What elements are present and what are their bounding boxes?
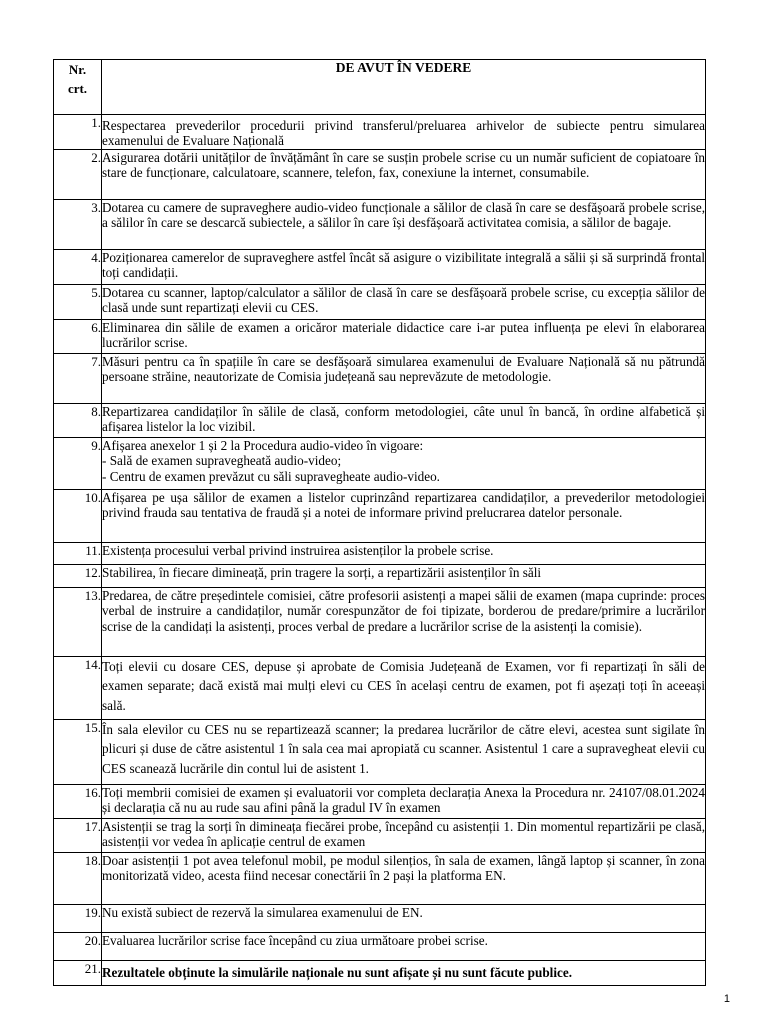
annex-line: - Centru de examen prevăzut cu săli supravegheate audio-video. — [102, 468, 440, 484]
page-number: 1 — [723, 993, 730, 1005]
row-text: În sala elevilor cu CES nu se repartizează scanner; la predarea lucrărilor de către elevi, acestea sunt sigilate în plicuri și duse de către asistentul 1 în sala cea mai apropiată cu scanner. Asistentul 1 care a supravegheat elevii cu CES scanează lucrările din contul lui de asistent 1. — [102, 720, 706, 785]
row-text: Stabilirea, în fiecare dimineață, prin tragere la sorți, a repartizării asistenților în săli — [102, 565, 706, 588]
row-number: 7. — [54, 354, 102, 404]
table-row — [54, 250, 706, 285]
table-row — [54, 905, 706, 933]
nr-header-line2: crt. — [67, 81, 88, 96]
table-row — [54, 588, 706, 657]
annex-line: Afișarea anexelor 1 și 2 la Procedura audio-video în vigoare: — [102, 438, 424, 453]
table-row — [54, 438, 706, 490]
nr-crt-header — [54, 60, 102, 115]
table-row — [54, 565, 706, 588]
row-number: 21. — [54, 961, 102, 986]
row-text: Rezultatele obținute la simulările naționale nu sunt afișate și nu sunt făcute publice. — [102, 961, 706, 986]
row-number: 20. — [54, 933, 102, 961]
row-text: Poziționarea camerelor de supraveghere astfel încât să asigure o vizibilitate integrală a sălii și să surprindă frontal toți candidații. — [102, 250, 706, 285]
row-number: 5. — [54, 285, 102, 320]
table-row — [54, 961, 706, 986]
row-text: Asistenții se trag la sorți în dimineața fiecărei probe, începând cu asistenții 1. Din momentul repartizării pe clasă, asistenții vor vedea în aplicație centrul de examen — [102, 819, 706, 853]
row-text: Nu există subiect de rezervă la simularea examenului de EN. — [102, 905, 706, 933]
row-text: Toți elevii cu dosare CES, depuse și aprobate de Comisia Județeană de Examen, vor fi repartizați în săli de examen separate; dacă există mai mulți elevi cu CES în același centru de examen, pot fi așezați toți în aceeași sală. — [102, 657, 706, 720]
row-number: 9. — [54, 438, 102, 490]
row-text: Asigurarea dotării unităților de învățământ în care se susțin probele scrise cu un număr suficient de copiatoare în stare de funcționare, calculatoare, scannere, telefon, fax, conexiune la internet, consumabile. — [102, 150, 706, 200]
row-number: 17. — [54, 819, 102, 853]
table-row — [54, 853, 706, 905]
row-text: Evaluarea lucrărilor scrise face începând cu ziua următoare probei scrise. — [102, 933, 706, 961]
table-row — [54, 785, 706, 819]
row-text: Eliminarea din sălile de examen a oricăror materiale didactice care i-ar putea influența pe elevi în elaborarea lucrărilor scrise. — [102, 320, 706, 354]
table-row — [54, 819, 706, 853]
row-text: Dotarea cu scanner, laptop/calculator a sălilor de clasă în care se desfășoară probele scrise, cu excepția sălilor de clasă unde sunt repartizați elevii cu CES. — [102, 285, 706, 320]
nr-header-line1: Nr. — [68, 62, 87, 77]
row-number: 1. — [54, 115, 102, 150]
table-row — [54, 150, 706, 200]
table-row — [54, 490, 706, 543]
row-number: 6. — [54, 320, 102, 354]
row-number: 18. — [54, 853, 102, 905]
table-row — [54, 404, 706, 438]
row-text: Doar asistenții 1 pot avea telefonul mobil, pe modul silențios, în sala de examen, lângă laptop și scanner, în zona monitorizată video, acesta fiind necesar conectării în 2 pași la platforma EN. — [102, 853, 706, 905]
table-row — [54, 200, 706, 250]
annex-line: - Sală de examen supravegheată audio-video; — [102, 453, 342, 469]
table-row — [54, 720, 706, 785]
row-number: 3. — [54, 200, 102, 250]
table-header-row — [54, 60, 706, 115]
row-text: Afișarea pe ușa sălilor de examen a listelor cuprinzând repartizarea candidaților, a prevederilor metodologiei privind frauda sau tentativa de fraudă și a notei de informare privind prelucrarea datelor personale. — [102, 490, 706, 543]
table-row — [54, 115, 706, 150]
row-number: 19. — [54, 905, 102, 933]
row-number: 13. — [54, 588, 102, 657]
column-title: DE AVUT ÎN VEDERE — [102, 60, 706, 115]
table-row — [54, 320, 706, 354]
row-number: 16. — [54, 785, 102, 819]
row-text: Repartizarea candidaților în sălile de clasă, conform metodologiei, câte unul în bancă, în ordine alfabetică și afișarea listelor la loc vizibil. — [102, 404, 706, 438]
table-row — [54, 657, 706, 720]
table-row — [54, 354, 706, 404]
row-number: 14. — [54, 657, 102, 720]
row-number: 10. — [54, 490, 102, 543]
row-text: Măsuri pentru ca în spațiile în care se desfășoară simularea examenului de Evaluare Națională să nu pătrundă persoane străine, neautorizate de Comisia județeană sau neprevăzute de metodologie. — [102, 354, 706, 404]
row-number: 15. — [54, 720, 102, 785]
row-number: 12. — [54, 565, 102, 588]
row-number: 8. — [54, 404, 102, 438]
row-text: Toți membrii comisiei de examen și evaluatorii vor completa declarația Anexa la Procedura nr. 24107/08.01.2024 și declarația că nu au rude sau afini până la gradul IV în examen — [102, 785, 706, 819]
row-text: Predarea, de către președintele comisiei, către profesorii asistenți a mapei sălii de examen (mapa cuprinde: proces verbal de instruire a candidaților, număr corespunzător de foi tipizate, borderou de predare/primire a lucrărilor scrise de la candidați la asistenți, proces verbal de predare a lucrărilor scrise de la asistenți la comisie). — [102, 588, 706, 657]
table-row — [54, 543, 706, 565]
row-number: 2. — [54, 150, 102, 200]
table-row — [54, 285, 706, 320]
checklist-table — [53, 59, 706, 986]
row-text: Dotarea cu camere de supraveghere audio-video funcționale a sălilor de clasă în care se desfășoară probele scrise, a sălilor în care se descarcă subiectele, a sălilor în care își desfășoară activitatea comisia, a sălilor de bagaje. — [102, 200, 706, 250]
row-text: Respectarea prevederilor procedurii privind transferul/preluarea arhivelor de subiecte pentru simularea examenului de Evaluare Națională — [102, 115, 706, 150]
row-text — [102, 438, 706, 490]
row-number: 4. — [54, 250, 102, 285]
row-number: 11. — [54, 543, 102, 565]
table-row — [54, 933, 706, 961]
row-text: Existența procesului verbal privind instruirea asistenților la probele scrise. — [102, 543, 706, 565]
